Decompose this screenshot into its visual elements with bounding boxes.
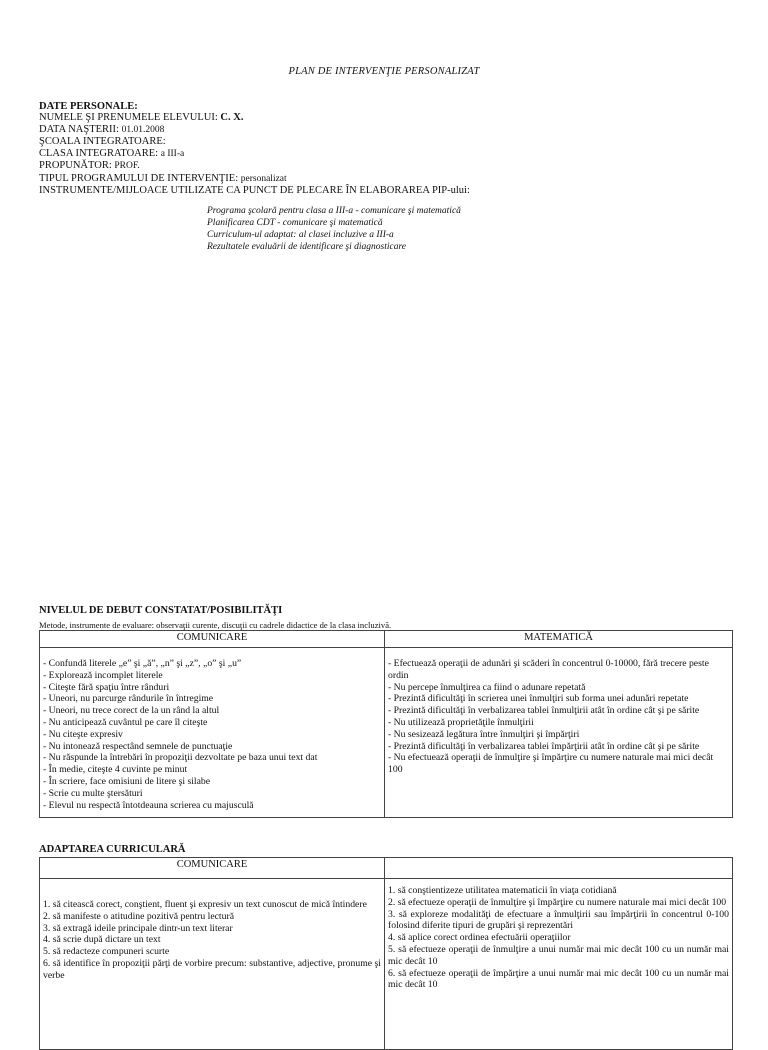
debut-table xyxy=(39,630,733,818)
class-line: CLASA INTEGRATOARE: a III-a xyxy=(39,148,185,160)
instruments-list xyxy=(207,205,727,253)
instrument-item: Programa şcolară pentru clasa a III-a - comunicare şi matematică xyxy=(207,206,461,216)
program-type-line: TIPUL PROGRAMULUI DE INTERVENŢIE: personalizat xyxy=(39,172,287,184)
list-item: - Nu utilizează proprietăţile înmulţirii xyxy=(388,716,534,728)
debut-matematica-cell xyxy=(385,648,733,818)
list-item: 5. să efectueze operaţii de înmulţire a unui număr mai mic decât 100 cu un număr mai mic decât 10 xyxy=(388,943,729,967)
instruments-line: INSTRUMENTE/MIJLOACE UTILIZATE CA PUNCT DE PLECARE ÎN ELABORAREA PIP-ului: xyxy=(39,185,470,197)
list-item: - Confundă literele „e” şi „ă”, „n” şi „z”, „o” şi „u” xyxy=(43,658,242,669)
class-value: a III-a xyxy=(160,149,185,160)
debut-header-comunicare: COMUNICARE xyxy=(40,631,385,648)
list-item: 1. să conştientizeze utilitatea matematicii în viaţa cotidiană xyxy=(388,885,617,896)
list-item: 4. să scrie după dictare un text xyxy=(43,934,161,946)
document-title: PLAN DE INTERVENŢIE PERSONALIZAT xyxy=(288,66,480,77)
list-item: 3. să extragă ideile principale dintr-un text literar xyxy=(43,922,233,934)
instrument-item: Planificarea CDT - comunicare şi matematică xyxy=(207,218,383,228)
list-item: - În medie, citeşte 4 cuvinte pe minut xyxy=(43,764,188,776)
instrument-item: Rezultatele evaluării de identificare şi diagnosticare xyxy=(207,242,407,252)
proposer-line: PROPUNĂTOR: PROF. xyxy=(39,160,140,172)
list-item: 2. să efectueze operaţii de înmulţire şi împărţire cu numere naturale mai mici decât 100 xyxy=(388,896,727,908)
list-item: - Nu intonează respectând semnele de punctuaţie xyxy=(43,740,233,752)
list-item: 5. să redacteze compuneri scurte xyxy=(43,946,170,958)
program-type-value: personalizat xyxy=(240,173,287,184)
student-name-line: NUMELE ŞI PRENUMELE ELEVULUI: C. X. xyxy=(39,112,244,124)
list-item: - Nu percepe înmulţirea ca fiind o adunare repetată xyxy=(388,681,586,693)
list-item: 6. să efectueze operaţii de împărţire a unui număr mai mic decât 100 cu un număr mai mic decât 10 xyxy=(388,967,729,991)
list-item: - Uneori, nu trece corect de la un rând la altul xyxy=(43,705,220,717)
instrument-item: Curriculum-ul adaptat: al clasei incluzive a III-a xyxy=(207,230,394,240)
personal-data-section xyxy=(39,101,739,197)
birth-date-line: DATA NAŞTERII: 01.01.2008 xyxy=(39,123,165,135)
birth-date-value: 01.01.2008 xyxy=(121,124,165,135)
list-item: - Prezintă dificultăţi în verbalizarea tablei împărţirii atât în ordine cât şi pe sărite xyxy=(388,740,700,752)
list-item: 4. să aplice corect ordinea efectuării operaţiilor xyxy=(388,932,571,944)
student-name-value: C. X. xyxy=(220,112,244,124)
list-item: - Nu efectuează operaţii de înmulţire şi împărţire cu numere naturale mai mici decât 100 xyxy=(388,752,714,776)
list-item: - Prezintă dificultăţi în scrierea unei înmulţiri sub forma unei adunări repetate xyxy=(388,693,689,705)
list-item: 1. să citească corect, conştient, fluent şi expresiv un text cunoscut de mică întindere xyxy=(43,899,367,910)
personal-data-heading: DATE PERSONALE: xyxy=(39,101,138,112)
debut-comunicare-list xyxy=(43,658,381,811)
adaptare-table xyxy=(39,857,733,1050)
list-item: - Uneori, nu parcurge rândurile în întregime xyxy=(43,693,214,705)
debut-section-title: NIVELUL DE DEBUT CONSTATAT/POSIBILITĂŢI xyxy=(39,605,283,616)
list-item: - Explorează incomplet literele xyxy=(43,669,163,681)
list-item: - Nu anticipează cuvântul pe care îl citeşte xyxy=(43,716,208,728)
school-line: ŞCOALA INTEGRATOARE: xyxy=(39,135,166,147)
debut-header-matematica: MATEMATICĂ xyxy=(385,631,733,648)
proposer-value: PROF. xyxy=(114,161,140,172)
debut-matematica-list xyxy=(388,658,729,776)
adaptare-header-right xyxy=(385,858,733,879)
list-item: 6. să identifice în propoziţii părţi de vorbire precum: substantive, adjective, pronume şi verbe xyxy=(43,957,381,981)
adaptare-comunicare-list xyxy=(43,899,381,982)
list-item: - În scriere, face omisiuni de litere şi silabe xyxy=(43,775,211,787)
list-item: - Nu sesizează legătura între înmulţiri şi împărţiri xyxy=(388,728,580,740)
adaptare-header-comunicare: COMUNICARE xyxy=(40,858,385,879)
adaptare-section-title: ADAPTAREA CURRICULARĂ xyxy=(39,844,186,855)
adaptare-matematica-list xyxy=(388,885,729,991)
debut-comunicare-cell xyxy=(40,648,385,818)
list-item: - Elevul nu respectă întotdeauna scrierea cu majusculă xyxy=(43,799,254,811)
list-item: - Scrie cu multe ştersături xyxy=(43,787,143,799)
list-item: - Prezintă dificultăţi în verbalizarea tablei înmulţirii atât în ordine cât şi pe sărite xyxy=(388,705,700,717)
list-item: - Efectuează operaţii de adunări şi scăderi în concentrul 0-10000, fără trecere peste ordin xyxy=(388,658,709,681)
debut-section-subtitle: Metode, instrumente de evaluare: observaţii curente, discuţii cu cadrele didactice de la clasa incluzivă. xyxy=(39,620,392,630)
list-item: - Nu citeşte expresiv xyxy=(43,728,123,740)
list-item: - Citeşte fără spaţiu între rânduri xyxy=(43,681,170,693)
list-item: 2. să manifeste o atitudine pozitivă pentru lectură xyxy=(43,910,234,922)
list-item: 3. să exploreze modalităţi de efectuare a înmulţirii sau împărţirii în concentrul 0-100 folosind diferite tipuri de grupări şi reprezentări xyxy=(388,908,729,932)
list-item: - Nu răspunde la întrebări în propoziţii dezvoltate pe baza unui text dat xyxy=(43,752,318,764)
